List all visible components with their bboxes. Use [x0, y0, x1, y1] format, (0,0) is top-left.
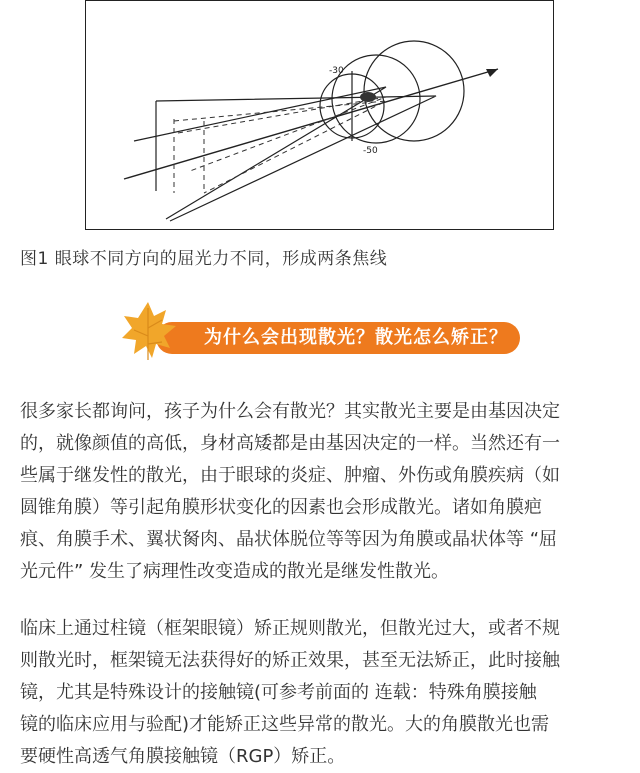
paragraph-line: 些属于继发性的散光，由于眼球的炎症、肿瘤、外伤或角膜疾病（如 [20, 465, 560, 486]
paragraph-line: 要硬性高透气角膜接触镜（RGP）矫正。 [20, 746, 346, 767]
label-minus-30: -30 [329, 66, 344, 76]
label-minus-50: -50 [363, 146, 378, 156]
lens-focus-mark [360, 92, 376, 102]
figure-caption: 图1 眼球不同方向的屈光力不同，形成两条焦线 [20, 249, 388, 269]
heading-text: 为什么会出现散光？散光怎么矫正？ [204, 327, 508, 348]
axis-arrowhead [486, 69, 498, 77]
focal-lines-diagram [86, 1, 553, 229]
paragraph-line: 镜，尤其是特殊设计的接触镜(可参考前面的 连载：特殊角膜接触 [20, 682, 537, 703]
maple-leaf-icon [118, 300, 180, 366]
paragraph-line: 圆锥角膜）等引起角膜形状变化的因素也会形成散光。诸如角膜疤 [20, 497, 542, 518]
paragraph-line: 镜的临床应用与验配)才能矫正这些异常的散光。大的角膜散光也需 [20, 714, 550, 735]
astigmatism-figure [85, 0, 554, 230]
paragraph-line: 临床上通过柱镜（框架眼镜）矫正规则散光，但散光过大，或者不规 [20, 618, 560, 639]
heading-bar [156, 322, 520, 354]
section-heading [118, 300, 522, 366]
paragraph-1 [20, 396, 624, 588]
paragraph-line: 痕、角膜手术、翼状胬肉、晶状体脱位等等因为角膜或晶状体等 “屈 [20, 529, 558, 550]
paragraph-2 [20, 613, 624, 773]
optical-axis [124, 69, 498, 179]
outer-ray-triangle [156, 96, 436, 221]
paragraph-line: 则散光时，框架镜无法获得好的矫正效果，甚至无法矫正，此时接触 [20, 650, 560, 671]
paragraph-line: 的，就像颜值的高低，身材高矮都是由基因决定的一样。当然还有一 [20, 433, 560, 454]
inner-ray-triangle [134, 87, 386, 219]
paragraph-line: 很多家长都询问，孩子为什么会有散光？其实散光主要是由基因决定 [20, 401, 560, 422]
dashed-ray-1 [174, 101, 386, 193]
paragraph-line: 光元件” 发生了病理性改变造成的散光是继发性散光。 [20, 561, 450, 582]
